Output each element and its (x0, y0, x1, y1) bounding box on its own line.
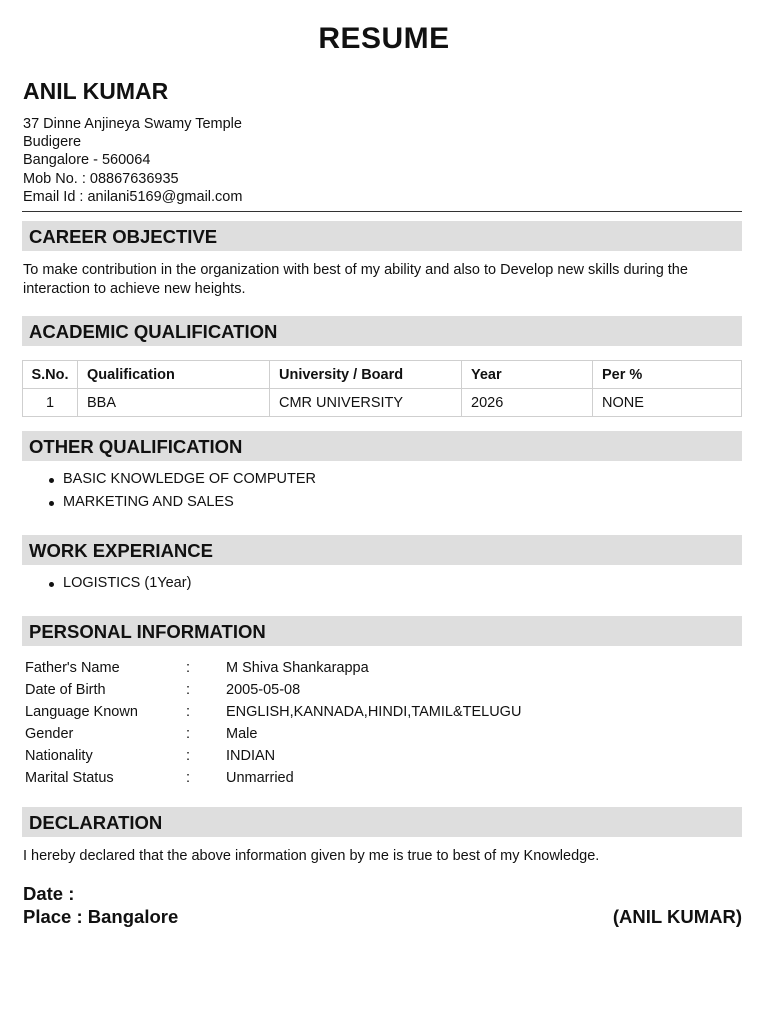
list-item-text: LOGISTICS (1Year) (63, 575, 192, 591)
candidate-name: ANIL KUMAR (23, 78, 169, 104)
work-experience-list (23, 572, 191, 595)
column-header-year: Year (462, 361, 593, 389)
document-title: RESUME (318, 22, 450, 55)
academic-table (22, 360, 742, 417)
field-separator: : (186, 682, 191, 698)
section-declaration (22, 807, 742, 837)
date-label: Date : (23, 883, 75, 904)
field-label: Nationality (25, 748, 93, 764)
section-heading: PERSONAL INFORMATION (29, 621, 266, 642)
section-career-objective (22, 221, 742, 251)
contact-block (23, 115, 242, 206)
other-qualification-list (23, 468, 316, 514)
section-personal-information (22, 616, 742, 646)
address-line-2: Budigere (23, 134, 82, 151)
place-label: Place : Bangalore (23, 906, 179, 927)
list-item-text: BASIC KNOWLEDGE OF COMPUTER (63, 471, 316, 487)
address-line-1: 37 Dinne Anjineya Swamy Temple (23, 116, 242, 132)
section-other-qualification (22, 431, 742, 461)
list-item (23, 572, 191, 595)
field-separator: : (186, 704, 191, 720)
section-heading: OTHER QUALIFICATION (29, 436, 243, 457)
declaration-text: I hereby declared that the above information given by me is true to best of my Knowledge. (23, 848, 600, 864)
field-separator: : (186, 770, 191, 786)
table-row (23, 389, 742, 417)
section-academic-qualification (22, 316, 742, 346)
column-header-university: University / Board (270, 361, 462, 389)
field-value: Male (226, 726, 258, 742)
section-heading: CAREER OBJECTIVE (29, 226, 218, 247)
list-item (23, 491, 316, 514)
field-separator: : (186, 748, 191, 764)
field-label: Marital Status (25, 770, 114, 786)
field-label: Language Known (25, 704, 138, 720)
address-line-3: Bangalore - 560064 (23, 152, 151, 169)
field-label: Gender (25, 726, 74, 742)
cell-percentage: NONE (593, 389, 742, 417)
mobile-number: Mob No. : 08867636935 (23, 170, 179, 187)
column-header-sno: S.No. (23, 361, 78, 389)
field-value: Unmarried (226, 770, 294, 786)
column-header-qualification: Qualification (78, 361, 270, 389)
section-heading: DECLARATION (29, 812, 163, 833)
section-heading: ACADEMIC QUALIFICATION (29, 321, 278, 342)
bullet-icon (49, 582, 54, 587)
field-value: M Shiva Shankarappa (226, 660, 369, 676)
list-item (23, 468, 316, 491)
field-value: 2005-05-08 (226, 682, 301, 698)
cell-year: 2026 (462, 389, 593, 417)
table-header-row (23, 361, 742, 389)
header-divider (22, 211, 742, 212)
cell-university: CMR UNIVERSITY (270, 389, 462, 417)
section-heading: WORK EXPERIANCE (29, 540, 213, 561)
field-label: Father's Name (25, 660, 120, 676)
bullet-icon (49, 478, 54, 483)
career-objective-text: To make contribution in the organization with best of my ability and also to Develop new skills during the interaction to achieve new heights. (23, 262, 688, 297)
field-label: Date of Birth (25, 682, 106, 698)
field-separator: : (186, 660, 191, 676)
field-separator: : (186, 726, 191, 742)
field-value: INDIAN (226, 748, 276, 764)
cell-sno: 1 (23, 389, 78, 417)
section-work-experience (22, 535, 742, 565)
email-address: Email Id : anilani5169@gmail.com (23, 188, 243, 205)
field-value: ENGLISH,KANNADA,HINDI,TAMIL&TELUGU (226, 704, 522, 720)
column-header-percentage: Per % (593, 361, 742, 389)
cell-qualification: BBA (78, 389, 270, 417)
signature-name: (ANIL KUMAR) (612, 906, 742, 927)
bullet-icon (49, 501, 54, 506)
list-item-text: MARKETING AND SALES (63, 494, 234, 510)
